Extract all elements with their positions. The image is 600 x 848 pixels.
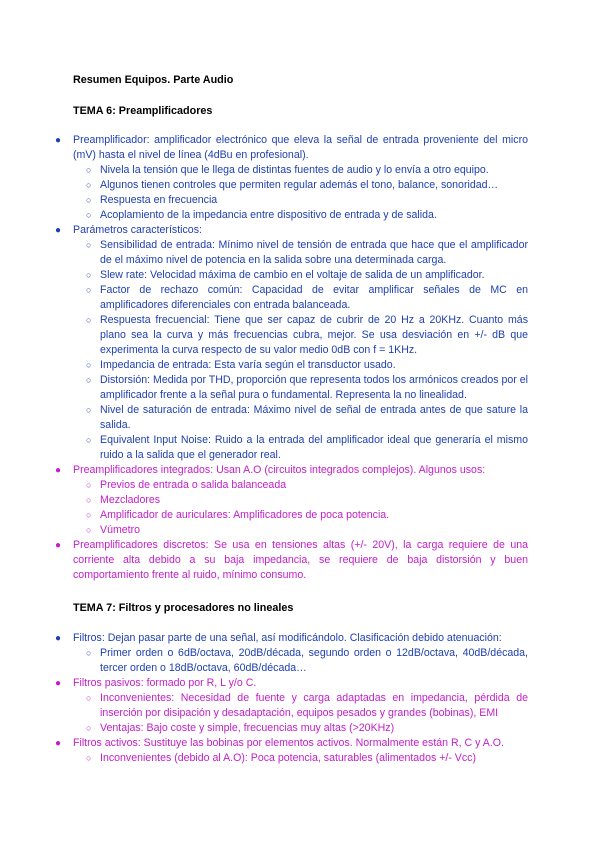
sub-list-item [86,433,528,463]
list-item [55,223,528,463]
list-item-text: Preamplificadores discretos: Se usa en tensiones altas (+/- 20V), la carga requiere de una corriente alta debido a su baja impedancia, se requiere de baja distorsión y buen comportamiento frente al ruido, mínimo consumo. [73,539,528,581]
tema6-list [55,133,528,583]
sub-list-item [86,193,528,208]
list-item [55,133,528,223]
sub-list-item [86,268,528,283]
sub-list-item [86,691,528,721]
sub-list-item [86,178,528,193]
list-item-text: Filtros: Dejan pasar parte de una señal, así modificándolo. Clasificación debido atenuación: [73,632,502,644]
circle-bullet-icon: ○ [86,693,92,703]
list-item [55,631,528,676]
circle-bullet-icon: ○ [86,285,92,295]
sub-list-item-text: Nivel de saturación de entrada: Máximo nivel de señal de entrada antes de que sature la salida. [100,404,528,431]
circle-bullet-icon: ○ [86,480,92,490]
sub-list-item-text: Slew rate: Velocidad máxima de cambio en el voltaje de salida de un amplificador. [100,269,485,281]
sub-list-item-text: Respuesta frecuencial: Tiene que ser capaz de cubrir de 20 Hz a 20KHz. Cuanto más plano sea la curva y más frecuencias cubra, mejor. Se usa desviación en +/- dB que experimenta la curva respecto de su valor medio 0dB con f = 1KHz. [100,314,528,356]
circle-bullet-icon: ○ [86,210,92,220]
sub-list-item-text: Algunos tienen controles que permiten regular además el tono, balance, sonoridad… [100,179,499,191]
bullet-icon: ● [55,135,62,146]
sub-list-item [86,163,528,178]
sub-list-item-text: Factor de rechazo común: Capacidad de evitar amplificar señales de MC en amplificadores diferenciales con entrada balanceada. [100,284,528,311]
circle-bullet-icon: ○ [86,195,92,205]
sub-list [73,238,528,463]
bullet-icon: ● [55,465,62,476]
sub-list-item-text: Inconvenientes (debido al A.O): Poca potencia, saturables (alimentados +/- Vcc) [100,752,476,764]
sub-list-item-text: Impedancia de entrada: Esta varía según el transductor usado. [100,359,396,371]
sub-list-item-text: Nivela la tensión que le llega de distintas fuentes de audio y lo envía a otro equipo. [100,164,489,176]
circle-bullet-icon: ○ [86,525,92,535]
list-item [55,676,528,736]
circle-bullet-icon: ○ [86,180,92,190]
list-item-text: Filtros activos: Sustituye las bobinas por elementos activos. Normalmente están R, C y A.O. [73,737,504,749]
tema7-list [55,631,528,766]
bullet-icon: ● [55,738,62,749]
sub-list-item [86,478,528,493]
sub-list [73,478,528,538]
circle-bullet-icon: ○ [86,360,92,370]
sub-list-item [86,208,528,223]
sub-list-item [86,373,528,403]
list-item-text: Preamplificadores integrados: Usan A.O (circuitos integrados complejos). Algunos usos: [73,464,486,476]
list-item [55,463,528,538]
circle-bullet-icon: ○ [86,723,92,733]
sub-list-item [86,283,528,313]
sub-list-item-text: Distorsión: Medida por THD, proporción que representa todos los armónicos creados por el amplificador frente a la señal pura o fundamental. Representa la no linealidad. [100,374,528,401]
bullet-icon: ● [55,678,62,689]
sub-list-item-text: Amplificador de auriculares: Amplificadores de poca potencia. [100,509,390,521]
document-title: Resumen Equipos. Parte Audio [73,74,234,86]
sub-list-item [86,721,528,736]
circle-bullet-icon: ○ [86,753,92,763]
sub-list-item-text: Vúmetro [100,524,141,536]
circle-bullet-icon: ○ [86,240,92,250]
sub-list-item-text: Previos de entrada o salida balanceada [100,479,287,491]
sub-list-item [86,646,528,676]
sub-list-item-text: Respuesta en frecuencia [100,194,218,206]
sub-list-item-text: Sensibilidad de entrada: Mínimo nivel de tensión de entrada que hace que el amplificador de el máximo nivel de potencia en la salida sobre una determinada carga. [100,239,528,266]
sub-list-item [86,751,528,766]
sub-list-item [86,493,528,508]
bullet-icon: ● [55,633,62,644]
list-item [55,538,528,583]
circle-bullet-icon: ○ [86,375,92,385]
sub-list-item-text: Ventajas: Bajo coste y simple, frecuencias muy altas (>20KHz) [100,722,395,734]
circle-bullet-icon: ○ [86,510,92,520]
sub-list-item [86,508,528,523]
sub-list-item [86,358,528,373]
sub-list-item [86,523,528,538]
bullet-icon: ● [55,225,62,236]
bullet-icon: ● [55,540,62,551]
list-item-text: Filtros pasivos: formado por R, L y/o C. [73,677,257,689]
list-item [55,736,528,766]
circle-bullet-icon: ○ [86,495,92,505]
sub-list-item-text: Acoplamiento de la impedancia entre dispositivo de entrada y de salida. [100,209,437,221]
sub-list-item-text: Inconvenientes: Necesidad de fuente y carga adaptadas en impedancia, pérdida de inserción por disipación y desadaptación, equipos pesados y grandes (bobinas), EMI [100,692,528,719]
sub-list [73,691,528,736]
circle-bullet-icon: ○ [86,315,92,325]
sub-list [73,751,528,766]
sub-list [73,163,528,223]
sub-list-item-text: Primer orden o 6dB/octava, 20dB/década, segundo orden o 12dB/octava, 40dB/década, tercer orden o 18dB/octava, 60dB/década… [100,647,528,674]
sub-list-item [86,403,528,433]
list-item-text: Preamplificador: amplificador electrónico que eleva la señal de entrada proveniente del micro (mV) hasta el nivel de línea (4dBu en profesional). [73,134,528,161]
sub-list-item [86,313,528,358]
sub-list [73,646,528,676]
sub-list-item-text: Equivalent Input Noise: Ruido a la entrada del amplificador ideal que generaría el mismo ruido a la salida que el generador real. [100,434,528,461]
section-heading-tema7: TEMA 7: Filtros y procesadores no lineales [73,602,294,614]
circle-bullet-icon: ○ [86,405,92,415]
sub-list-item [86,238,528,268]
section-heading-tema6: TEMA 6: Preamplificadores [73,105,213,117]
circle-bullet-icon: ○ [86,165,92,175]
sub-list-item-text: Mezcladores [100,494,161,506]
circle-bullet-icon: ○ [86,648,92,658]
circle-bullet-icon: ○ [86,435,92,445]
list-item-text: Parámetros característicos: [73,224,202,236]
circle-bullet-icon: ○ [86,270,92,280]
